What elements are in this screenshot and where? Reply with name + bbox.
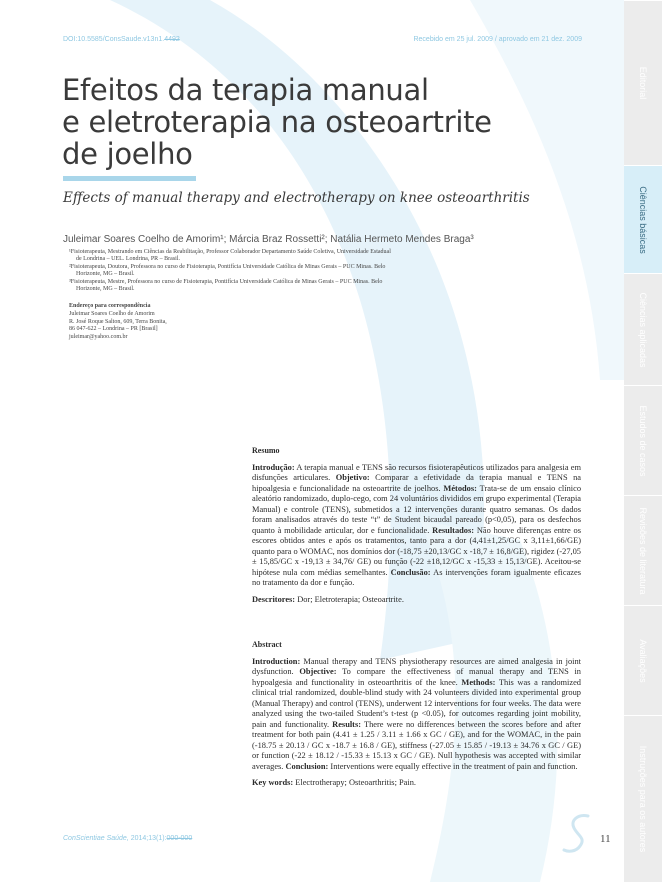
abstract-heading: Abstract xyxy=(252,640,282,649)
sidebar-item-label: Estudos de casos xyxy=(638,404,648,477)
resumo-obj-label: Objetivo: xyxy=(335,473,370,482)
sidebar-item-estudos-de-casos[interactable] xyxy=(624,385,662,495)
sidebar-item-ciencias-basicas[interactable] xyxy=(624,165,662,273)
resumo-body xyxy=(252,463,581,589)
title-line: e eletroterapia na osteoartrite xyxy=(62,105,492,139)
footer-journal-name: ConScientiae Saúde, xyxy=(63,835,129,842)
abstract-con-label: Conclusion: xyxy=(285,761,329,771)
article-title xyxy=(62,74,572,170)
correspondence-label: Endereço para correspondência xyxy=(69,303,151,309)
title-line: de joelho xyxy=(62,137,193,171)
abstract-obj: To compare the effectiveness of manual therapy and TENS in hypoalgesia and functionality in osteoarthritis of the knee. xyxy=(252,667,581,687)
resumo-res: Não houve diferenças entre os escores obtidos antes e após os tratamentos, tanto para a dor (4,41±1,25/GC x 3,11±1,66/GE) quanto para o WOMAC, nos domínios dor (-18,75 ±20,13/GC x -18,7 ± 16,8/GE), rigidez (-27,05 ± 15,85/GC x -19,13 ± 34,76/ GE) ou função (-22 ±18,12/GC x -15,33 ± 15,13/GE). Aceitou-se hipótese nula com médias semelhantes. xyxy=(252,525,582,577)
page-number: 11 xyxy=(600,833,611,845)
correspondence-email[interactable]: juleimar@yahoo.com.br xyxy=(69,334,128,341)
footer-pages: 000-000 xyxy=(166,835,193,842)
resumo-con-label: Conclusão: xyxy=(390,567,431,577)
correspondence-name: Juleimar Soares Coelho de Amorim xyxy=(69,310,155,317)
resumo-met-label: Métodos: xyxy=(443,483,477,493)
abstract-met: This was a randomized clinical trial randomized, double-blind study with 24 volunteers divided into experimental group (Manual Therapy) and control (TENS), underwent 12 interventions for four weeks. The data were analyzed using the two-tailed Student’s t-test (p <0.05), for outcomes regarding joint mobility, pain and functionality. xyxy=(252,677,581,729)
title-line: Efeitos da terapia manual xyxy=(62,73,429,107)
affiliation-line: de Londrina – UEL. Londrina, PR – Brasil. xyxy=(76,256,180,263)
descriptors-label: Descritores: xyxy=(252,594,296,604)
author-list: Juleimar Soares Coelho de Amorim¹; Márcia Braz Rossetti²; Natália Hermeto Mendes Braga³ xyxy=(63,234,474,245)
correspondence-city: 86 047-622 – Londrina – PR [Brasil] xyxy=(69,326,158,333)
abstract-res: There were no differences between the scores before and after treatment for both pain (4.41 ± 1.25 / 3.11 ± 1.66 x GC / GE), and for the WOMAC, in the pain (-18.75 ± 20.13 / GC x -18.7 ± 16.8 / GE), stiffness (-27.05 ± 15.85 / -19.13 ± 34.76 x GC / GE) or function (-22 ± 18.12 / -15.33 ± 15.13 x GC / GE). Null hypothesis was accepted with similar averages. xyxy=(252,719,582,771)
sidebar-item-avaliacoes[interactable] xyxy=(624,605,662,715)
abstract-met-label: Methods: xyxy=(461,677,496,687)
descriptors-text: Dor; Eletroterapia; Osteoartrite. xyxy=(295,594,404,604)
affiliation-1 xyxy=(69,249,499,264)
sidebar-item-label: Editorial xyxy=(638,66,648,100)
affiliation-line: ³Fisioterapeuta, Mestre, Professora no curso de Fisioterapia, Pontifícia Universidade Católica de Minas Gerais – PUC Minas. Belo xyxy=(69,279,383,285)
resumo-heading: Resumo xyxy=(252,446,280,455)
section-sidebar xyxy=(624,0,662,882)
sidebar-item-label: Revisões de literatura xyxy=(638,506,648,595)
footer-volume: 2014;13(1): xyxy=(128,835,167,842)
sidebar-item-revisoes[interactable] xyxy=(624,495,662,605)
affiliation-line: ²Fisioterapeuta, Doutora, Professora no curso de Fisioterapia, Pontifícia Universidade Católica de Minas Gerais – PUC Minas. Belo xyxy=(69,264,386,270)
footer-citation xyxy=(63,835,192,842)
doi-line xyxy=(63,36,180,43)
sidebar-item-editorial[interactable] xyxy=(624,0,662,165)
affiliation-2 xyxy=(69,264,499,279)
sidebar-item-label: Ciências aplicadas xyxy=(638,291,648,368)
resumo-descriptors xyxy=(252,595,581,606)
affiliation-line: ¹Fisioterapeuta, Mestrando em Ciências da Reabilitação, Professor Colaborador Departamento Saúde Coletiva, Universidade Estadual xyxy=(69,249,391,255)
received-dates: Recebido em 25 jul. 2009 / aprovado em 21 dez. 2009 xyxy=(413,36,582,43)
resumo-obj: Comparar a efetividade da terapia manual e TENS na hipoalgesia e funcionalidade na osteoartrite de joelhos. xyxy=(252,473,581,493)
abstract-intro: Manual therapy and TENS physiotherapy resources are aimed analgesia in joint dysfunction. xyxy=(252,656,581,676)
affiliation-3 xyxy=(69,279,499,294)
keywords-label: Key words: xyxy=(252,778,294,787)
title-accent-bar xyxy=(63,176,196,181)
doi-suffix: 4492 xyxy=(164,36,180,43)
abstract-con: Interventions were equally effective in the treatment of pain and function. xyxy=(328,761,578,771)
abstract-body xyxy=(252,657,581,773)
abstract-res-label: Results: xyxy=(332,719,362,729)
abstract-intro-label: Introduction: xyxy=(252,656,301,666)
article-subtitle: Effects of manual therapy and electrotherapy on knee osteoarthritis xyxy=(63,190,530,206)
resumo-section xyxy=(252,446,581,605)
doi-prefix: DOI:10.5585/ConsSaude.v13n1. xyxy=(63,36,165,43)
abstract-section xyxy=(252,640,581,789)
abstract-obj-label: Objective: xyxy=(299,667,337,676)
sidebar-item-label: Instruções para os autores xyxy=(638,745,648,853)
affiliation-line: Horizonte, MG – Brasil. xyxy=(76,271,135,278)
sidebar-item-label: Ciências básicas xyxy=(638,185,648,254)
correspondence-street: R. José Roque Salton, 609, Terra Bonita, xyxy=(69,318,167,325)
resumo-intro-label: Introdução: xyxy=(252,462,295,472)
resumo-met: Trata-se de um ensaio clínico aleatório randomizado, duplo-cego, com 24 voluntários divididos em grupo experimental (Terapia Manual) e controle (TENS), submetidos a 12 intervenções durante quatro semanas. Os dados foram analisados através do teste “t” de Student bicaudal pareado (p<0,05), para os desfechos quanto à mobilidade articular, dor e funcionalidade. xyxy=(252,483,582,535)
sidebar-item-instrucoes[interactable] xyxy=(624,715,662,882)
abstract-keywords xyxy=(252,778,581,789)
sidebar-item-ciencias-aplicadas[interactable] xyxy=(624,273,662,385)
journal-s-logo-icon xyxy=(560,812,594,856)
keywords-text: Electrotherapy; Osteoarthritis; Pain. xyxy=(293,778,416,787)
resumo-con: As intervenções foram igualmente eficazes no tratamento da dor e função. xyxy=(252,567,581,587)
sidebar-item-label: Avaliações xyxy=(638,638,648,683)
resumo-res-label: Resultados: xyxy=(432,525,475,535)
correspondence-block xyxy=(69,303,239,342)
resumo-intro: A terapia manual e TENS são recursos fisioterapêuticos utilizados para analgesia em disfunções articulares. xyxy=(252,462,581,482)
affiliation-line: Horizonte, MG – Brasil. xyxy=(76,286,135,293)
